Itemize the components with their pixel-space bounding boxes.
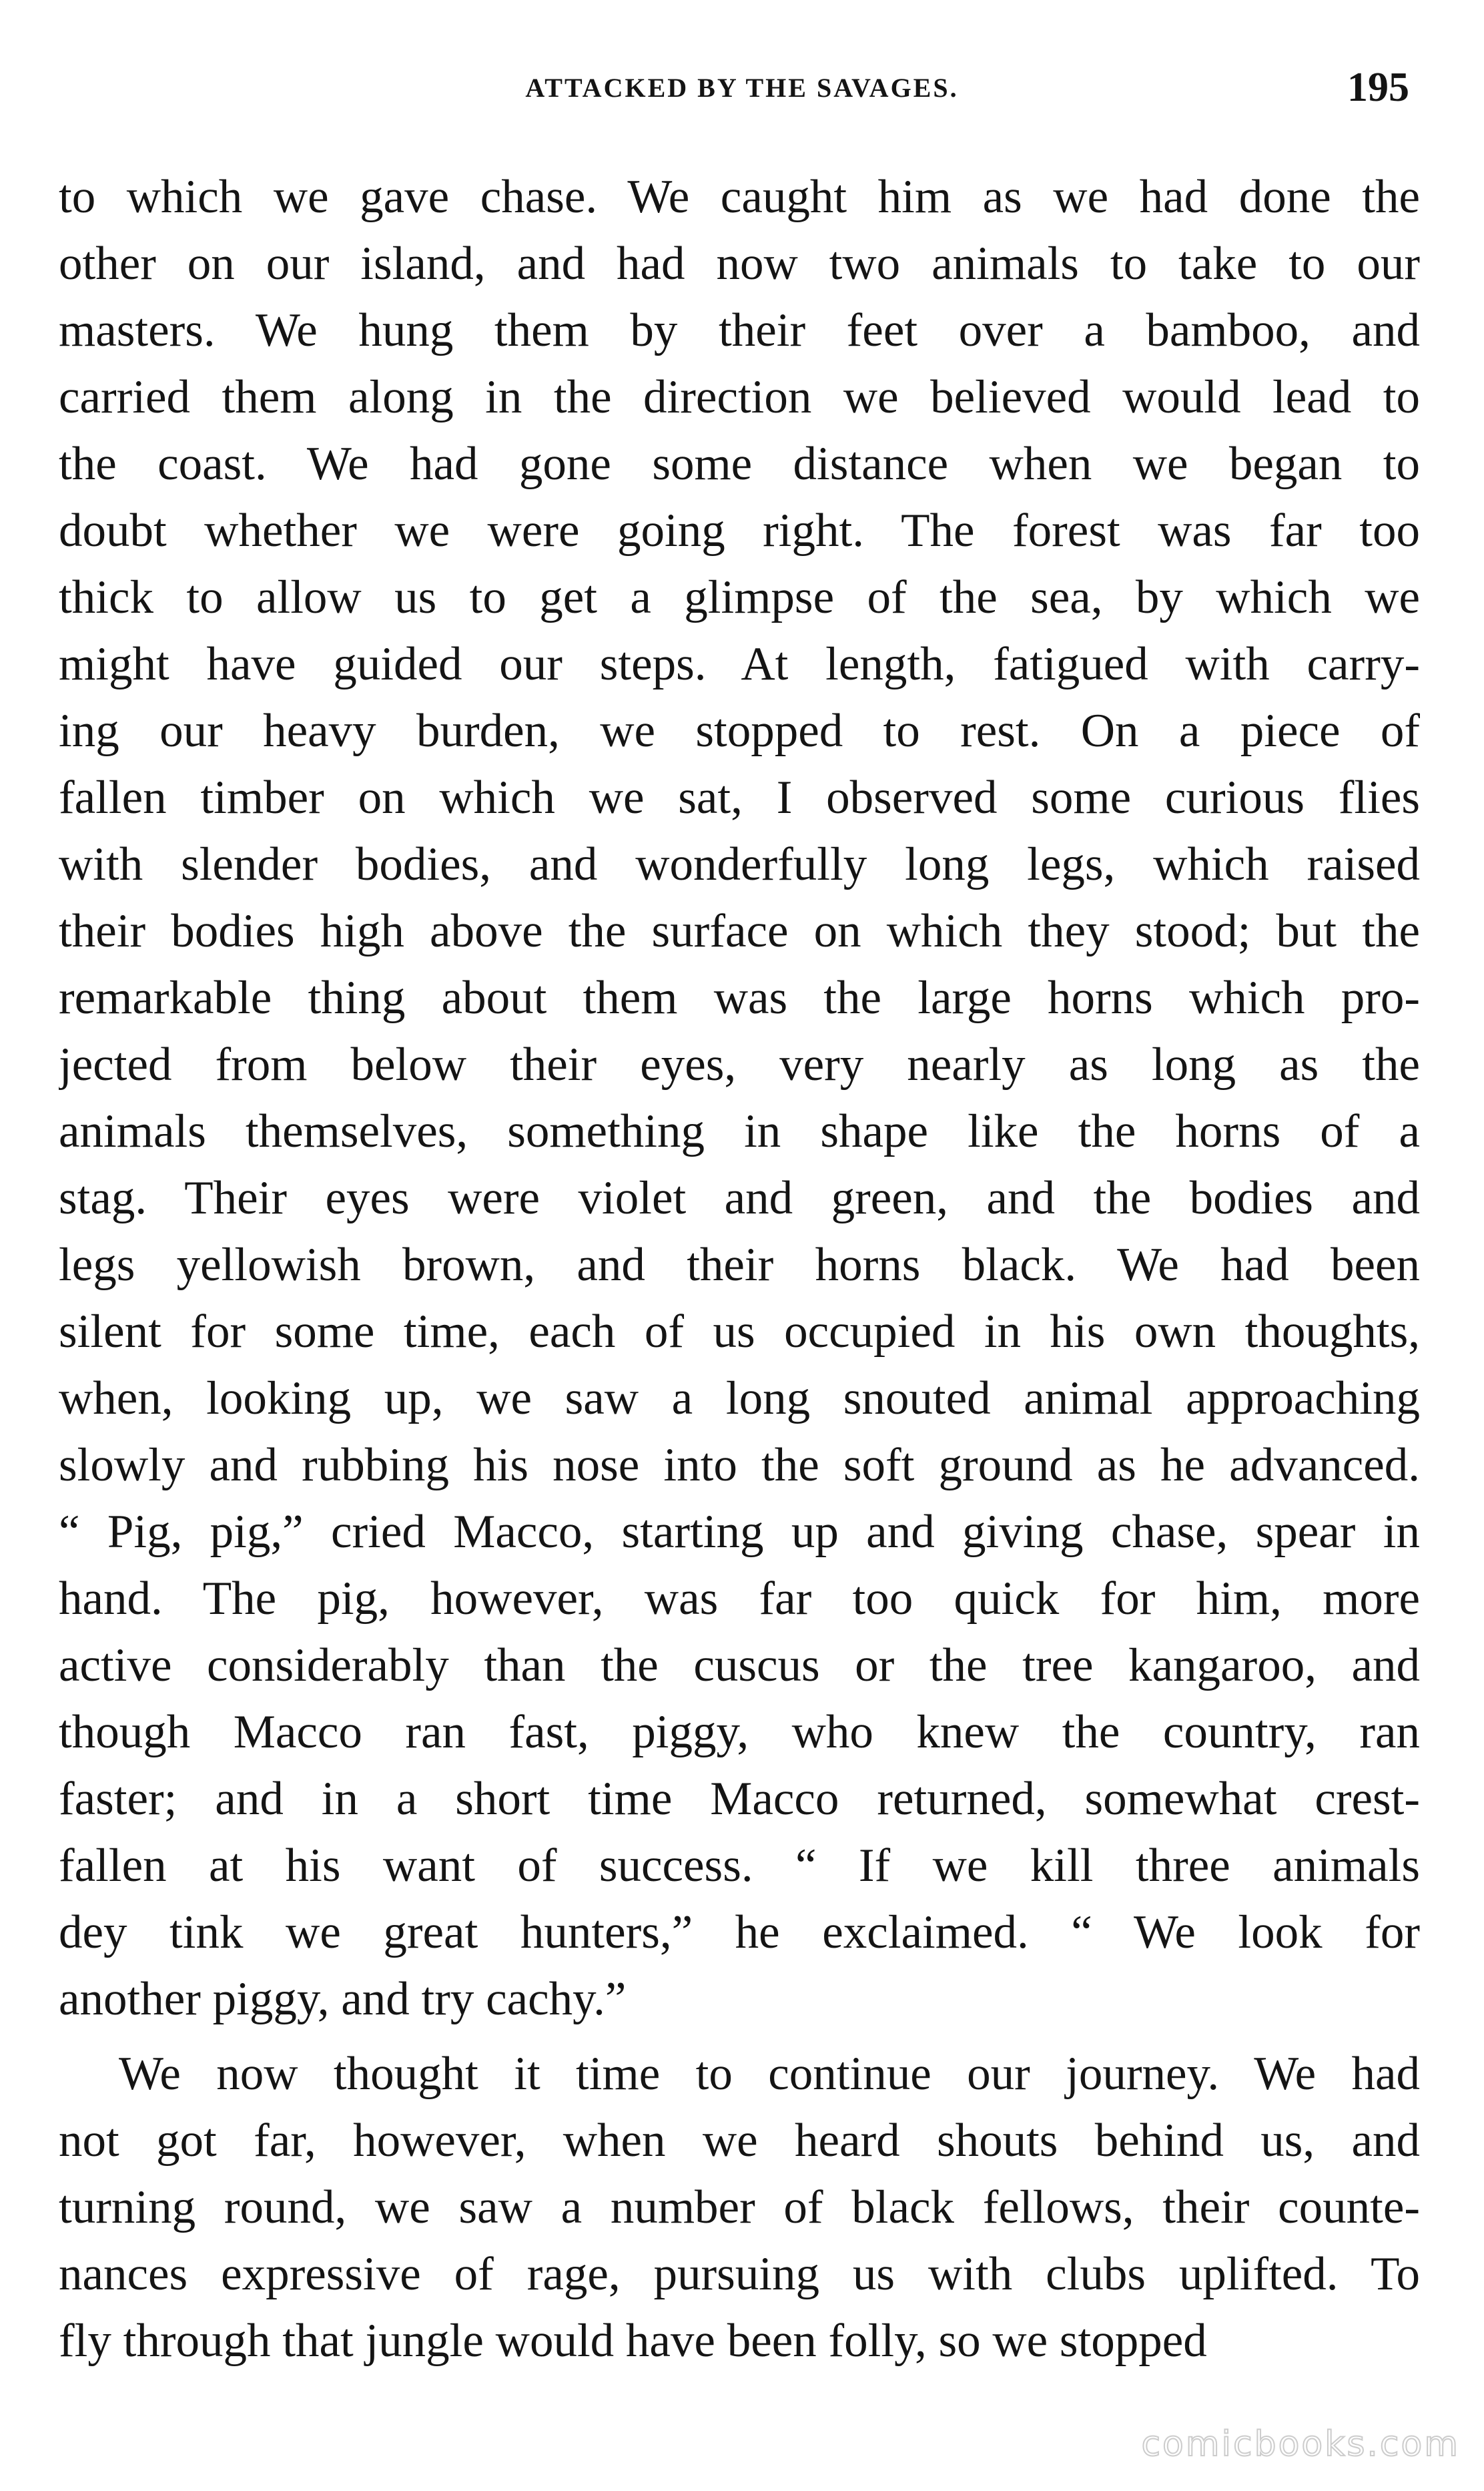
text-line: carried them along in the direction we believed would lead to [59, 371, 1420, 423]
running-title: ATTACKED BY THE SAVAGES. [525, 73, 959, 103]
text-line: slowly and rubbing his nose into the soft ground as he advanced. [59, 1439, 1420, 1491]
text-line: silent for some time, each of us occupied in his own thoughts, [59, 1306, 1420, 1358]
text-line: other on our island, and had now two animals to take to our [59, 238, 1420, 290]
text-line: fly through that jungle would have been folly, so we stopped [59, 2315, 1207, 2367]
watermark: comicbooks.com [1141, 2424, 1460, 2464]
text-line: animals themselves, something in shape like the horns of a [59, 1105, 1420, 1157]
text-line: dey tink we great hunters,” he exclaimed. “ We look for [59, 1906, 1420, 1958]
paragraph [59, 2040, 1420, 2374]
text-line: hand. The pig, however, was far too quick for him, more [59, 1573, 1420, 1625]
text-line: faster; and in a short time Macco returned, somewhat crest- [59, 1773, 1420, 1825]
text-line: to which we gave chase. We caught him as we had done the [59, 171, 1420, 223]
text-line: turning round, we saw a number of black fellows, their counte- [59, 2181, 1420, 2233]
text-line: jected from below their eyes, very nearly as long as the [59, 1039, 1420, 1091]
text-line: masters. We hung them by their feet over a bamboo, and [59, 304, 1420, 356]
text-line: “ Pig, pig,” cried Macco, starting up and giving chase, spear in [59, 1506, 1420, 1558]
text-line: We now thought it time to continue our journey. We had [119, 2048, 1420, 2100]
text-line: fallen at his want of success. “ If we kill three animals [59, 1840, 1420, 1892]
text-line: active considerably than the cuscus or the tree kangaroo, and [59, 1639, 1420, 1691]
text-line: legs yellowish brown, and their horns black. We had been [59, 1239, 1420, 1291]
text-line: their bodies high above the surface on which they stood; but the [59, 905, 1420, 957]
text-line: thick to allow us to get a glimpse of the sea, by which we [59, 571, 1420, 623]
page-number: 195 [1347, 65, 1409, 110]
text-line: ing our heavy burden, we stopped to rest. On a piece of [59, 705, 1420, 757]
text-line: stag. Their eyes were violet and green, and the bodies and [59, 1172, 1420, 1224]
text-line: not got far, however, when we heard shouts behind us, and [59, 2115, 1420, 2167]
text-line: doubt whether we were going right. The forest was far too [59, 505, 1420, 557]
text-line: fallen timber on which we sat, I observed some curious flies [59, 772, 1420, 824]
text-line: nances expressive of rage, pursuing us with clubs uplifted. To [59, 2248, 1420, 2300]
text-line: another piggy, and try cachy.” [59, 1973, 627, 2025]
text-line: the coast. We had gone some distance when we began to [59, 438, 1420, 490]
body-text [59, 164, 1420, 2374]
paragraph [59, 164, 1420, 2032]
text-line: might have guided our steps. At length, fatigued with carry- [59, 638, 1420, 690]
running-head [60, 64, 1424, 117]
text-line: with slender bodies, and wonderfully long legs, which raised [59, 838, 1420, 890]
text-line: though Macco ran fast, piggy, who knew the country, ran [59, 1706, 1420, 1758]
text-line: remarkable thing about them was the large horns which pro- [59, 972, 1420, 1024]
text-line: when, looking up, we saw a long snouted animal approaching [59, 1372, 1420, 1424]
